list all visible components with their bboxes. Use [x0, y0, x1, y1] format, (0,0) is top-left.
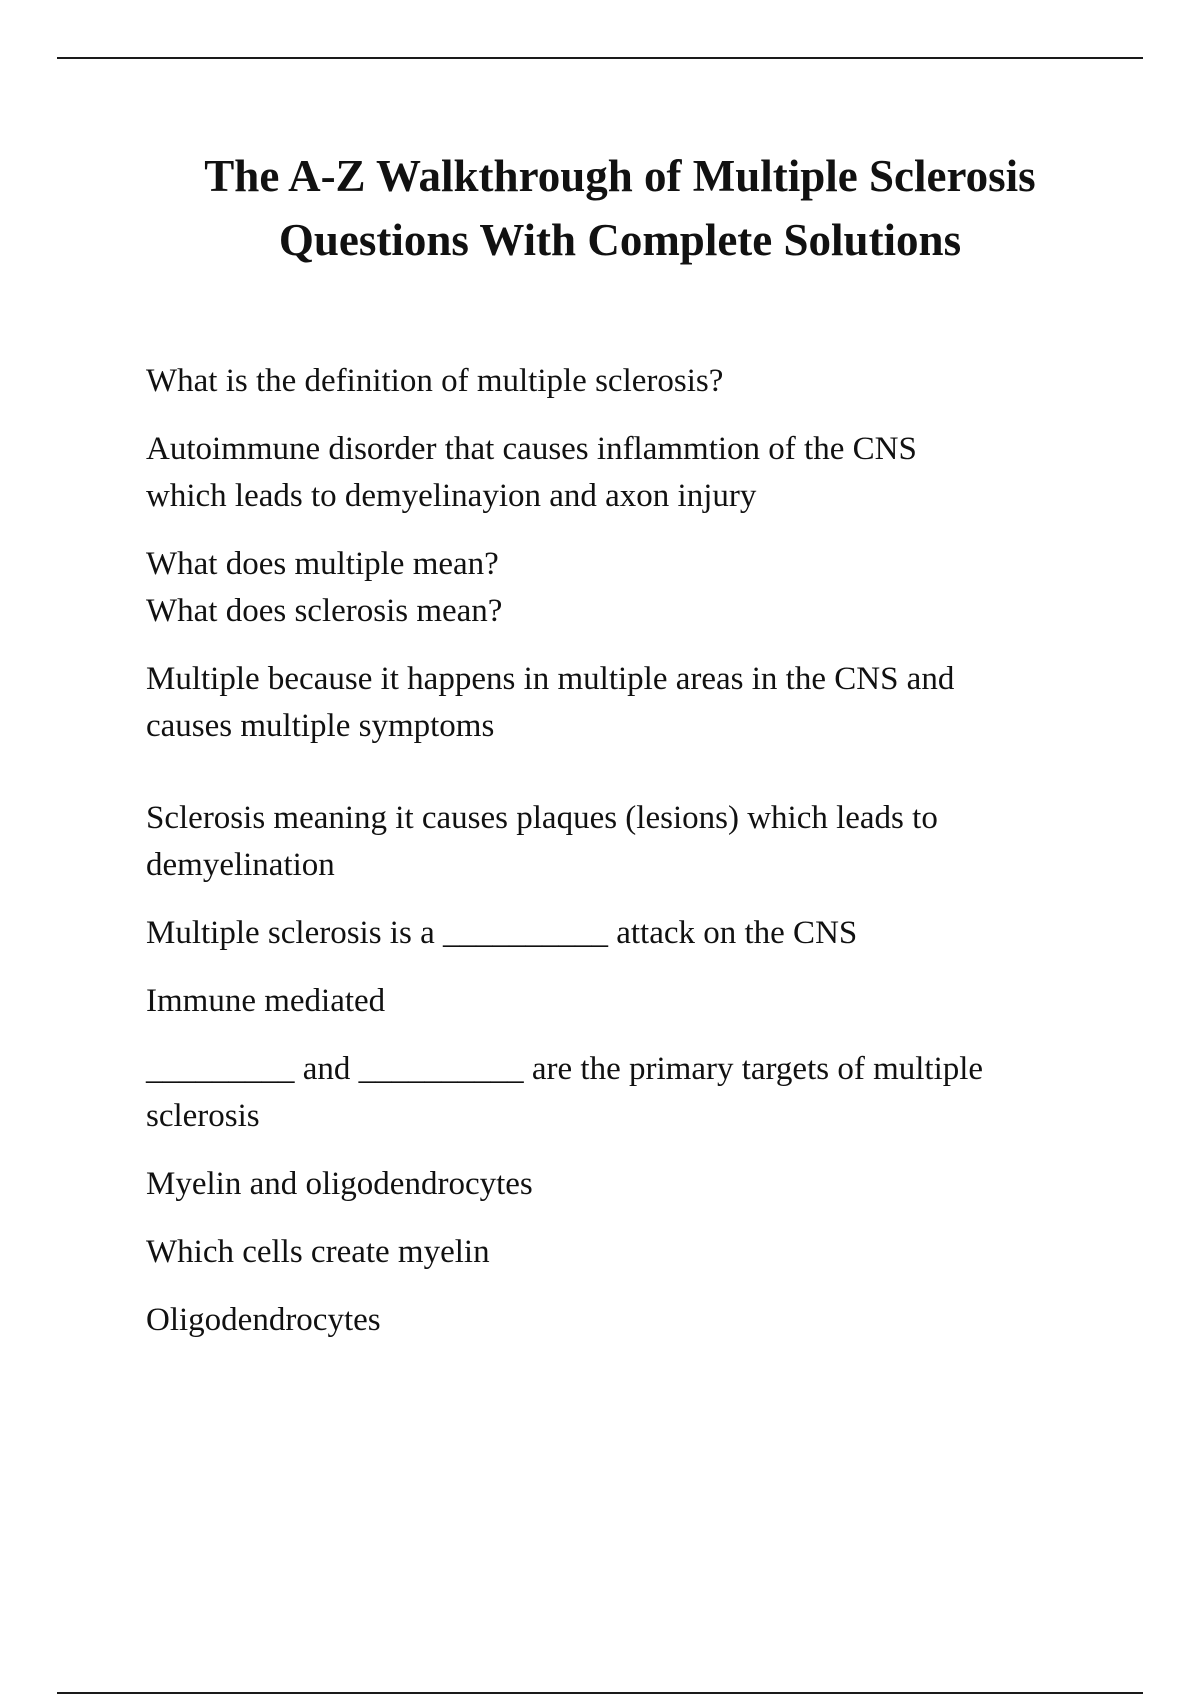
answer-targets: Myelin and oligodendrocytes: [146, 1166, 533, 1202]
answer-myelin-cells: Oligodendrocytes: [146, 1302, 381, 1338]
question-myelin-cells: Which cells create myelin: [146, 1234, 490, 1270]
question-meaning: What does multiple mean? What does sclerosis mean?: [146, 546, 503, 629]
answer-multiple-meaning: Multiple because it happens in multiple areas in the CNS and causes multiple symptoms: [146, 661, 955, 744]
document-title: [100, 144, 1140, 272]
question-definition: What is the definition of multiple sclerosis?: [146, 363, 724, 399]
qa-content: [146, 358, 1106, 1344]
answer-sclerosis-meaning: Sclerosis meaning it causes plaques (lesions) which leads to demyelination: [146, 800, 938, 883]
question-attack: Multiple sclerosis is a __________ attack on the CNS: [146, 915, 858, 951]
answer-attack: Immune mediated: [146, 983, 386, 1019]
title-line-2: Questions With Complete Solutions: [278, 215, 962, 265]
title-line-1: The A-Z Walkthrough of Multiple Sclerosis: [204, 151, 1036, 201]
bottom-divider: [57, 1692, 1143, 1694]
answer-definition: Autoimmune disorder that causes inflammtion of the CNS which leads to demyelinayion and axon injury: [146, 431, 917, 514]
question-targets: _________ and __________ are the primary targets of multiple sclerosis: [146, 1051, 984, 1134]
top-divider: [57, 57, 1143, 59]
